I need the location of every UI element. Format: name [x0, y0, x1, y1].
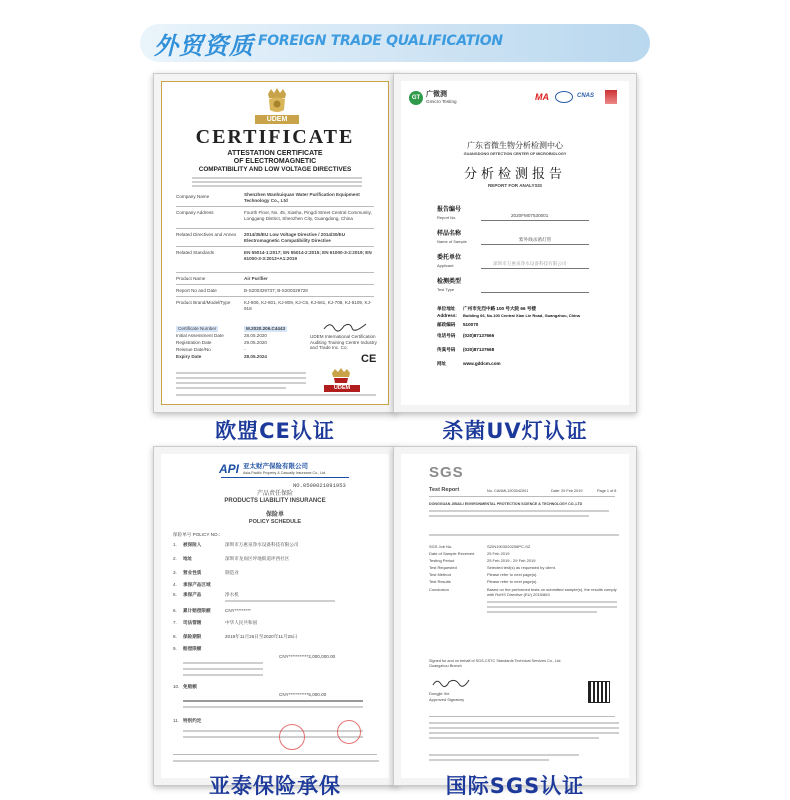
- sgs-row-6-value: Based on the performed tests on submitted sample(s), the results comply with RoHS Directive (EU) 2015/863: [487, 587, 617, 597]
- ce-row-4-key: Product Name: [176, 276, 206, 281]
- sgs-row-1-value: 25 Feb 2019: [487, 551, 510, 556]
- api-item-8-num: 9.: [173, 646, 177, 651]
- sgs-row-4-value: Please refer to next page(s).: [487, 572, 538, 577]
- api-item-10-key: 特别约定: [183, 718, 202, 723]
- cnas-mark: CNAS: [577, 93, 595, 99]
- ce-row-3-value: EN 55014-1:2017; EN 55014-2:2015; EN 61000-3-2:2019; EN 61000-3-3:2013+A1:2019: [244, 250, 372, 261]
- uv-brand-en: Gmicro Testing: [426, 99, 457, 104]
- api-item-6-num: 7.: [173, 620, 177, 625]
- api-title-cn: 产品责任保险: [256, 491, 293, 497]
- ce-row-1-key: Company Address: [176, 210, 214, 215]
- ce-mark: CE: [361, 353, 377, 365]
- api-company-en: Asia-Pacific Property & Casualty Insurance Co., Ltd.: [243, 471, 327, 475]
- sgs-report-title: Test Report: [429, 487, 460, 493]
- api-item-6-key: 司法管辖: [183, 620, 202, 625]
- sgs-logo: SGS: [429, 464, 464, 481]
- uv-field-2-value: 深圳市万惠泉净水设备科技有限公司: [493, 261, 567, 266]
- api-item-9-value: CNY***********5,000.00: [279, 692, 327, 697]
- api-stamp-2-icon: [337, 720, 361, 744]
- ce-cert-no: M.2020.206.C4443: [246, 326, 286, 331]
- api-title-en: PRODUCTS LIABILITY INSURANCE: [224, 498, 326, 504]
- api-item-3-key: 承保产品区域: [183, 582, 211, 587]
- sgs-row-3-value: Selected test(s) as requested by client.: [487, 565, 556, 570]
- sgs-caption: 国际SGS认证: [445, 774, 585, 798]
- banner-title-cn: 外贸资质: [154, 32, 254, 60]
- udem-logo: UDEM: [255, 115, 299, 124]
- ce-cert-no-label: Certificate Number: [178, 326, 217, 331]
- uv-contact-5-value: www.gddcm.com: [463, 361, 501, 366]
- api-item-9-key: 免赔额: [183, 684, 197, 689]
- api-item-10-num: 11.: [173, 718, 180, 723]
- api-item-2-key: 营业性质: [183, 570, 202, 575]
- uv-field-1-value: 紫外线杀菌灯管: [519, 237, 552, 242]
- insurance-policy-card[interactable]: [153, 446, 397, 786]
- uv-contact-3-value: (020)87137666: [463, 333, 495, 338]
- sgs-row-1-key: Date of Sample Received: [429, 551, 475, 556]
- uv-field-3-en: Test Type: [437, 287, 455, 292]
- sgs-report-page: Page 1 of 8: [597, 489, 617, 493]
- uv-field-0-en: Report No.: [437, 215, 457, 220]
- ce-signature-icon: [322, 320, 368, 332]
- api-item-8-value: CNY***********2,000,000.00: [279, 654, 336, 659]
- uv-field-0-value: 2020FM07530001: [511, 213, 549, 218]
- uv-field-3-key: 检测类型: [437, 279, 462, 285]
- uv-title: 分析检测报告: [463, 166, 566, 181]
- api-item-1-value: 深圳市龙岗区坪地街道坪西社区: [225, 556, 290, 561]
- api-item-4-value: 净水机: [225, 592, 239, 597]
- ce-row-2-value: 2014/35/EU Low Voltage Directive / 2014/30/EU Electromagnetic Compatibility Directive: [244, 232, 346, 243]
- sgs-row-5-value: Please refer to next page(s).: [487, 579, 538, 584]
- ce-date-3-key: Expiry Date: [176, 354, 202, 359]
- lion-emblem-icon: [330, 368, 352, 384]
- sgs-row-6-key: Conclusion: [429, 587, 449, 592]
- api-logo: API: [219, 462, 240, 476]
- api-item-8-key: 赔偿限额: [183, 646, 202, 651]
- sgs-applicant: DONGGUAN JIBAILI ENVIRONMENTAL PROTECTION SCIENCE & TECHNOLOGY CO.,LTD: [429, 502, 583, 506]
- testing-mark-icon: [605, 90, 617, 104]
- uv-contact-3-key: 电话号码: [437, 333, 456, 338]
- api-item-9-num: 10.: [173, 684, 180, 689]
- ce-date-2-key: Reissue Date/No: [176, 347, 211, 352]
- sgs-signed: Signed for and on behalf of SGS-CSTC Standards Technical Services Co., Ltd. Guangzhou Branch: [429, 659, 562, 668]
- uv-center: 广东省微生物分析检测中心: [467, 141, 563, 150]
- ce-sub3: COMPATIBILITY AND LOW VOLTAGE DIRECTIVES: [198, 166, 352, 173]
- uv-contact-1-value: Building 66, No.100 Central Xian Lie Road, Guangzhou, China: [463, 313, 580, 318]
- ce-certificate-card[interactable]: [153, 73, 397, 413]
- api-item-5-value: CNY*********: [225, 608, 251, 613]
- api-stamp-icon: [279, 724, 305, 750]
- sgs-row-4-key: Test Method: [429, 572, 451, 577]
- insurance-caption: 亚泰保险承保: [209, 774, 341, 798]
- api-item-6-value: 中华人民共和国: [225, 620, 258, 625]
- ce-row-1-value: Fourth Floor, No. 45, Xiasha, Pingdi Street Central Community, Longgang District, Shenzhen City, Guangdong, China: [244, 210, 372, 221]
- uv-contact-1-key: Address:: [437, 313, 457, 318]
- uv-contact-2-value: 510070: [463, 322, 479, 327]
- ce-sub2: OF ELECTROMAGNETIC: [233, 158, 317, 165]
- sgs-report-card[interactable]: [393, 446, 637, 786]
- ce-date-0-value: 28.05.2020: [244, 333, 267, 338]
- sgs-row-5-key: Test Results: [429, 579, 451, 584]
- ce-date-0-key: Initial Assessment Date: [176, 333, 224, 338]
- api-item-7-num: 8.: [173, 634, 177, 639]
- qr-code-icon: [589, 682, 609, 702]
- banner-title-en: FOREIGN TRADE QUALIFICATION: [258, 33, 503, 49]
- ce-row-0-key: Company Name: [176, 194, 210, 199]
- uv-field-0-key: 报告编号: [437, 207, 462, 213]
- uv-title-en: REPORT FOR ANALYSIS: [487, 183, 543, 188]
- uv-caption: 杀菌UV灯认证: [442, 419, 588, 443]
- uv-report-card[interactable]: [393, 73, 637, 413]
- uv-contact-0-value: 广州市先烈中路 100 号大院 66 号楼: [463, 306, 537, 311]
- uv-brand: 广微测: [426, 91, 447, 98]
- uv-field-2-key: 委托单位: [437, 255, 462, 261]
- ce-caption: 欧盟CE认证: [215, 419, 335, 443]
- api-item-5-key: 累计赔偿限额: [183, 608, 211, 613]
- ma-mark: MA: [535, 92, 549, 102]
- ce-heading: CERTIFICATE: [195, 126, 355, 148]
- api-schedule-cn: 保险单: [265, 512, 284, 518]
- ce-row-3-key: Related Standards: [176, 250, 215, 255]
- lion-crest-icon: [265, 88, 289, 114]
- api-item-4-num: 5.: [173, 592, 177, 597]
- sgs-report-document: [401, 454, 629, 778]
- ce-certificate-document: [161, 81, 389, 405]
- sgs-row-2-value: 25 Feb 2019 - 29 Feb 2019: [487, 558, 536, 563]
- api-item-2-num: 3.: [173, 570, 177, 575]
- api-schedule-en: POLICY SCHEDULE: [248, 519, 302, 525]
- section-banner: [140, 24, 650, 62]
- uv-contact-4-key: 传真号码: [437, 347, 456, 352]
- uv-contact-4-value: (020)87137668: [463, 347, 495, 352]
- sgs-row-2-key: Testing Period: [429, 558, 455, 563]
- uv-field-1-en: Name of Sample: [437, 239, 467, 244]
- ce-sub1: ATTESTATION CERTIFICATE: [227, 150, 323, 157]
- uv-field-1-key: 样品名称: [437, 231, 462, 237]
- ce-row-2-key: Related Directives and Annex: [176, 232, 237, 237]
- api-item-3-num: 4.: [173, 582, 177, 587]
- api-policy-no: NO.0500021091953: [293, 482, 346, 489]
- api-item-0-value: 深圳市万惠泉净水设备科技有限公司: [225, 542, 299, 547]
- ce-row-4-value: Air Purifier: [244, 276, 268, 281]
- api-item-2-value: 制造业: [225, 570, 239, 575]
- ce-date-2-value: -: [244, 347, 246, 352]
- uv-field-2-en: Applicant: [437, 263, 454, 268]
- sgs-report-no: No. CANML1903042001: [487, 489, 529, 493]
- sgs-role: Approved Signatory: [429, 697, 465, 702]
- ce-date-3-value: 28.05.2024: [244, 354, 267, 359]
- sgs-row-3-key: Test Requested: [429, 565, 457, 570]
- api-item-0-num: 1.: [173, 542, 177, 547]
- uv-report-document: [401, 81, 629, 405]
- ce-row-6-key: Product Brand/Model/Type: [176, 300, 231, 305]
- uv-contact-2-key: 邮政编码: [437, 322, 456, 327]
- sgs-row-0-value: SZIN1903020208PC-SZ: [487, 544, 531, 549]
- sgs-report-date: Date: 29 Feb 2019: [551, 489, 583, 493]
- api-company: 亚太财产保险有限公司: [243, 463, 308, 470]
- api-item-7-key: 保险期限: [183, 634, 202, 639]
- api-item-1-key: 地址: [183, 556, 193, 561]
- insurance-policy-document: API 亚太财产保险有限公司 Asia-Pacific Property & Casualty Insurance Co., Ltd. NO.0500021091953 产品责任保险 PRODUCTS LIABILITY INSURANCE 保险单 POLICY SCHEDULE 保险单号 POLICY NO.: 1. 被保险人 深圳市万惠泉净水设备科技有限公司 2. 地址 深圳市龙岗区坪地街道坪西社区 3. 营业性质 制造业 4. 承保产品区域 5. 承保产品 净水机 6. 累计赔偿限额 CNY********* 7. 司法管辖 中华人民共和国 8. 保险期限 2019年11月26日至2020年11月25日 9. 赔偿限额 CNY***********2,000,000.00 10. 免赔额 CNY***********5,000.00 11. 特别约定: [161, 454, 389, 778]
- uv-contact-5-key: 网址: [437, 361, 447, 366]
- ce-row-5-key: Report No and Date: [176, 288, 217, 293]
- sgs-signature-icon: [431, 676, 471, 688]
- ilac-mark-icon: [555, 91, 573, 103]
- sgs-signer: Dongjie Xie: [429, 691, 450, 696]
- uv-contact-0-key: 单位地址: [437, 306, 456, 311]
- ce-date-1-value: 29.05.2020: [244, 340, 267, 345]
- api-item-1-num: 2.: [173, 556, 177, 561]
- udem-footer-logo: UDEM: [324, 385, 360, 392]
- ce-row-6-value: KJ-806, KJ-801, KJ-809, KJ-C6, KJ-661, KJ-708, KJ-5109, KJ-918: [244, 300, 372, 311]
- uv-center-en: GUANGDONG DETECTION CENTER OF MICROBIOLOGY: [463, 152, 567, 156]
- api-item-5-num: 6.: [173, 608, 177, 613]
- ce-row-5-value: B-S200329737; B-S200329728: [244, 288, 308, 293]
- api-item-0-key: 被保险人: [183, 542, 202, 547]
- api-item-7-value: 2019年11月26日至2020年11月25日: [225, 634, 298, 639]
- ce-row-0-value: Shenzhen Wanhuiquan Water Purification Equipment Technology Co., Ltd: [244, 192, 360, 203]
- api-item-4-key: 承保产品: [183, 592, 202, 597]
- ce-issuer: UDEM International Certification Auditing Training Centre Industry and Trade Inc. Co.: [310, 334, 377, 350]
- gmicro-logo-icon: GT: [409, 91, 423, 105]
- ce-date-1-key: Registration Date: [176, 340, 212, 345]
- sgs-row-0-key: SGS Job No.: [429, 544, 453, 549]
